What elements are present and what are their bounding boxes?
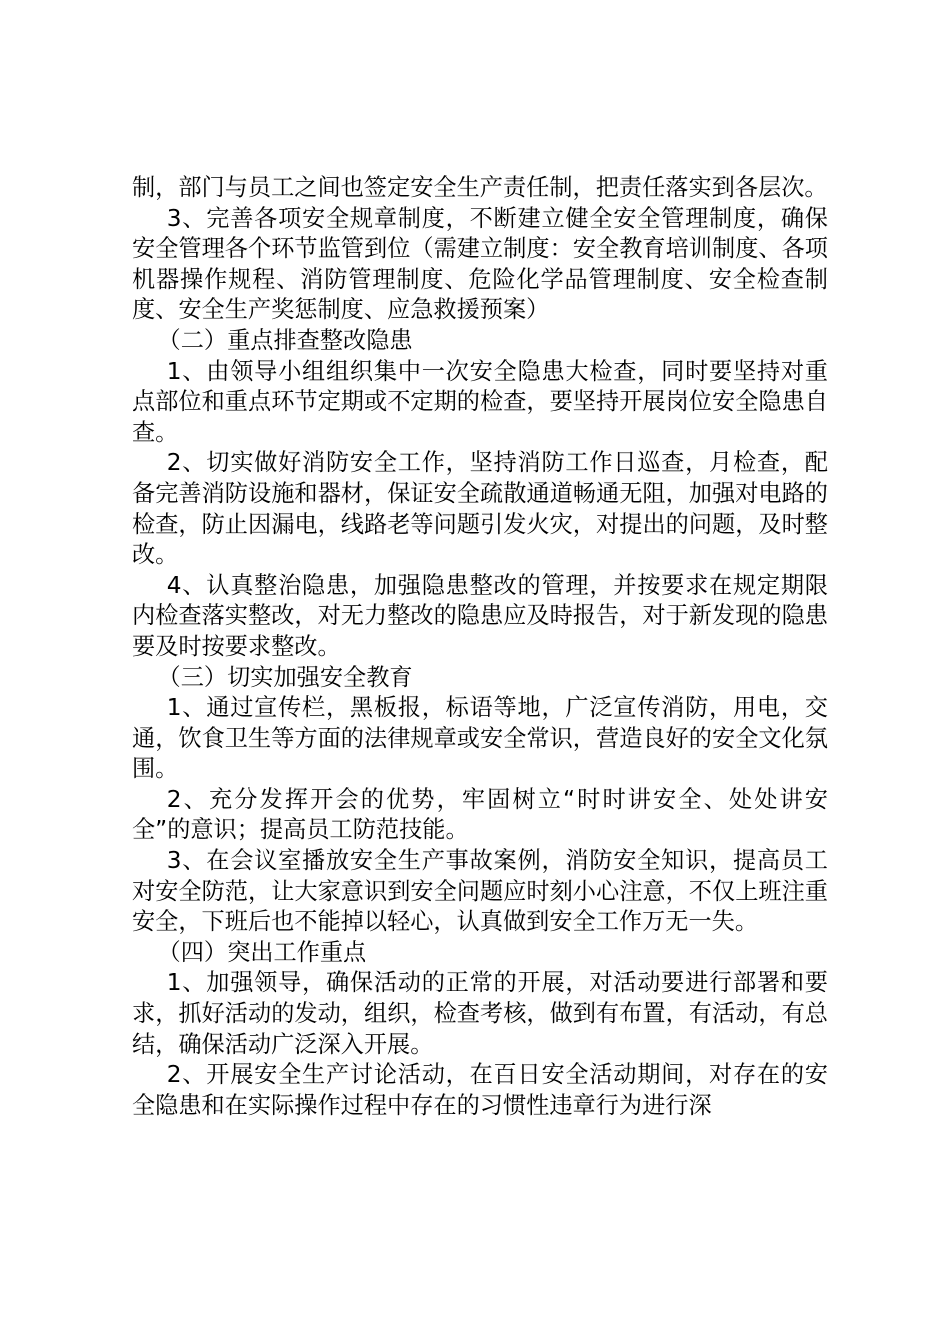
document-body [132, 173, 828, 1121]
paragraph-responsibility-continued: 制，部门与员工之间也签定安全生产责任制，把责任落实到各层次。 [132, 174, 828, 201]
paragraph-item-2-fire-safety: 2、切实做好消防安全工作，坚持消防工作日巡查，月检查，配备完善消防设施和器材，保证安全疏散通道畅通无阻，加强对电路的检查，防止因漏电，线路老等问题引发火灾，对提出的问题，及时整改。 [132, 449, 828, 569]
section-heading-2: （二）重点排查整改隐患 [157, 326, 413, 354]
paragraph-item-1-leadership: 1、加强领导，确保活动的正常的开展，对活动要进行部署和要求，抓好活动的发动，组织，检查考核，做到有布置，有活动，有总结，确保活动广泛深入开展。 [132, 969, 828, 1058]
paragraph-item-3-rules: 3、完善各项安全规章制度，不断建立健全安全管理制度，确保安全管理各个环节监管到位（需建立制度：安全教育培训制度、各项机器操作规程、消防管理制度、危险化学品管理制度、安全检查制度、安全生产奖惩制度、应急救援预案） [132, 204, 828, 324]
section-heading-4: （四）突出工作重点 [157, 938, 367, 966]
paragraph-item-1-publicity: 1、通过宣传栏，黑板报，标语等地，广泛宣传消防，用电，交通，饮食卫生等方面的法律规章或安全常识，营造良好的安全文化氛围。 [132, 694, 828, 783]
paragraph-item-3-case-studies: 3、在会议室播放安全生产事故案例，消防安全知识，提高员工对安全防范，让大家意识到安全问题应时刻小心注意，不仅上班注重安全，下班后也不能掉以轻心，认真做到安全工作万无一失。 [132, 847, 828, 936]
paragraph-item-1-inspection: 1、由领导小组组织集中一次安全隐患大检查，同时要坚持对重点部位和重点环节定期或不定期的检查，要坚持开展岗位安全隐患自查。 [132, 357, 828, 446]
section-heading-3: （三）切实加强安全教育 [157, 663, 413, 691]
paragraph-item-2-meetings: 2、充分发挥开会的优势，牢固树立“时时讲安全、处处讲安全”的意识；提高员工防范技能。 [132, 785, 828, 844]
paragraph-item-2-discussion: 2、开展安全生产讨论活动，在百日安全活动期间，对存在的安全隐患和在实际操作过程中存在的习惯性违章行为进行深 [132, 1061, 828, 1119]
paragraph-item-4-hazards: 4、认真整治隐患，加强隐患整改的管理，并按要求在规定期限内检查落实整改，对无力整改的隐患应及時报告，对于新发现的隐患要及时按要求整改。 [132, 571, 828, 660]
